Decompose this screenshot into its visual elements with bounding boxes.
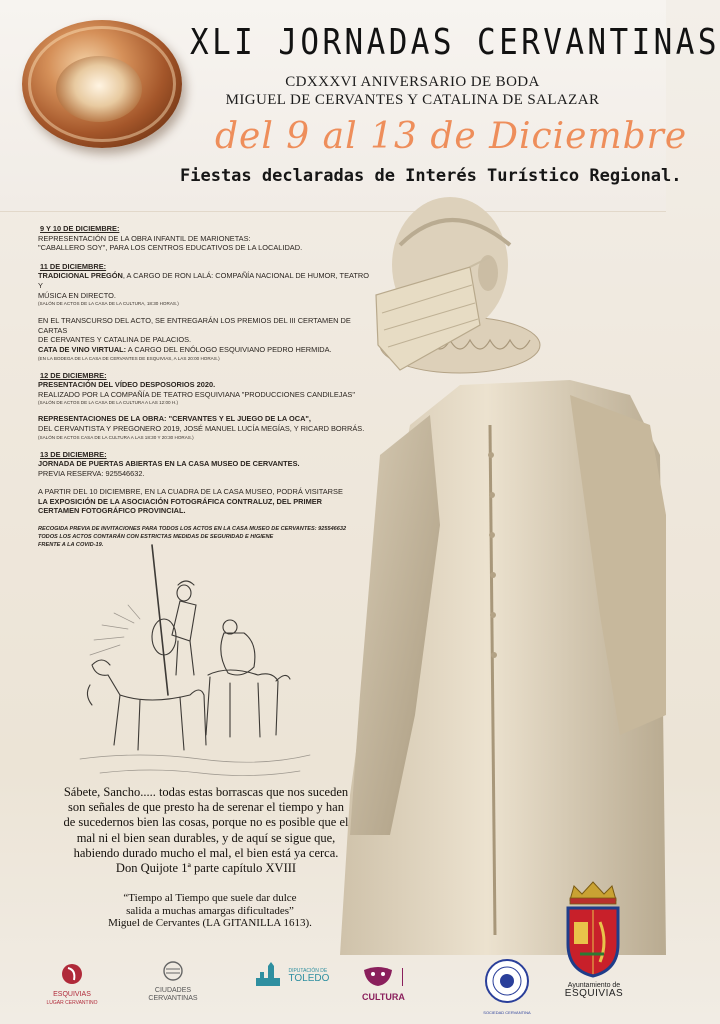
- ayuntamiento-label: [534, 982, 654, 998]
- event-text: CATA DE VINO VIRTUAL: A CARGO DEL ENÓLOGO ESQUIVIANO PEDRO HERMIDA.: [38, 344, 332, 354]
- event-dec-9-10: [38, 224, 370, 253]
- logo-line: TOLEDO: [288, 973, 330, 984]
- notice-text: TODOS LOS ACTOS CONTARÁN CON ESTRICTAS MEDIDAS DE SEGURIDAD E HIGIENE: [38, 534, 274, 541]
- event-dec-11: [38, 262, 370, 362]
- sociedad-cervantina-logo: [480, 958, 534, 1017]
- event-highlight: REPRESENTACIONES DE LA OBRA: "CERVANTES Y EL JUEGO DE LA OCA",: [38, 414, 311, 424]
- ciudades-cervantinas-icon: [160, 960, 186, 982]
- esquivias-coat-of-arms: [560, 878, 626, 978]
- event-program: [38, 224, 370, 558]
- tourist-interest-declaration: Fiestas declaradas de Interés Turístico Regional.: [180, 166, 682, 186]
- divider: [402, 968, 403, 986]
- logo-line: LUGAR CERVANTINO: [46, 1000, 98, 1006]
- anniversary-subtitle: CDXXXVI ANIVERSARIO DE BODA: [285, 74, 540, 90]
- event-text: DEL CERVANTISTA Y PREGONERO 2019, JOSÉ MANUEL LUCÍA MEGÍAS, Y RICARD BORRÁS.: [38, 423, 365, 433]
- event-text: "CABALLERO SOY", PARA LOS CENTROS EDUCATIVOS DE LA LOCALIDAD.: [38, 243, 303, 253]
- event-location: (SALÓN DE ACTOS DE LA CASA DE LA CULTURA A LAS 12:00 H.): [38, 400, 178, 406]
- quote-source: Don Quijote 1ª parte capítulo XVIII: [115, 861, 297, 876]
- toledo-skyline-icon: [254, 960, 284, 990]
- quote-line: habiendo durado mucho el mal, el bien está ya cerca.: [73, 845, 339, 860]
- event-dec-12: [38, 371, 370, 441]
- logo-line: CERVANTINAS: [148, 995, 198, 1002]
- event-date: 11 DE DICIEMBRE:: [40, 261, 107, 271]
- don-quijote-sancho-sketch: [80, 545, 310, 785]
- quote-line: salida a muchas amargas dificultades”: [126, 904, 294, 917]
- couple-subtitle: MIGUEL DE CERVANTES Y CATALINA DE SALAZAR: [225, 92, 600, 108]
- event-highlight: PRESENTACIÓN DEL VÍDEO DESPOSORIOS 2020.: [38, 380, 216, 390]
- ayuntamiento-line2: ESQUIVIAS: [564, 988, 624, 999]
- event-dec-13: [38, 450, 370, 517]
- event-highlight: LA EXPOSICIÓN DE LA ASOCIACIÓN FOTOGRÁFICA CONTRALUZ, DEL PRIMER: [38, 496, 322, 506]
- don-quijote-quote: [26, 785, 386, 876]
- sponsors-footer: [0, 944, 540, 1024]
- event-dates: del 9 al 13 de Diciembre: [215, 116, 688, 157]
- esquivias-lugar-cervantino-logo: [40, 962, 104, 1007]
- quote-source: Miguel de Cervantes (LA GITANILLA 1613).: [108, 917, 312, 930]
- ciudades-cervantinas-logo: [140, 960, 206, 1003]
- event-date: 12 DE DICIEMBRE:: [40, 370, 107, 380]
- event-date: 9 Y 10 DE DICIEMBRE:: [40, 224, 120, 233]
- event-date: 13 DE DICIEMBRE:: [40, 449, 107, 459]
- ayuntamiento-line1: Ayuntamiento de: [567, 982, 621, 989]
- event-text: MÚSICA EN DIRECTO.: [38, 290, 116, 300]
- cultura-mask-icon: [362, 966, 394, 988]
- esquivias-emblem-icon: [60, 962, 84, 986]
- notice-text: FRENTE A LA COVID-19.: [38, 542, 104, 549]
- bowl-inner-reflection: [56, 56, 142, 122]
- quote-line: Sábete, Sancho..... todas estas borrascas que nos suceden: [63, 785, 349, 799]
- quote-line: son señales de que presto ha de serenar el tiempo y han: [68, 800, 344, 815]
- poster-header: [0, 0, 720, 212]
- event-text: A PARTIR DEL 10 DICIEMBRE, EN LA CUADRA DE LA CASA MUSEO, PODRÁ VISITARSE: [38, 487, 343, 497]
- sociedad-cervantina-seal-icon: [484, 958, 530, 1004]
- gitanilla-quote: [60, 892, 360, 930]
- logo-line: ESQUIVIAS: [53, 991, 91, 998]
- quote-line: “Tiempo al Tiempo que suele dar dulce: [123, 892, 297, 904]
- event-location: (SALÓN DE ACTOS DE LA CASA DE LA CULTURA, 18:30 HORAS.): [38, 301, 179, 307]
- event-text: TRADICIONAL PREGÓN, A CARGO DE RON LALÁ: COMPAÑÍA NACIONAL DE HUMOR, TEATRO Y: [38, 271, 369, 290]
- cultura-logo: [362, 966, 452, 1006]
- poster-title: XLI JORNADAS CERVANTINAS: [190, 22, 720, 63]
- event-location: (EN LA BODEGA DE LA CASA DE CERVANTES DE ESQUIVIAS, A LAS 20:00 HORAS.): [38, 355, 220, 361]
- event-text: EN EL TRANSCURSO DEL ACTO, SE ENTREGARÁN LOS PREMIOS DEL III CERTAMEN DE CARTAS: [38, 316, 351, 335]
- logo-line: CIUDADES: [154, 987, 192, 994]
- notice-text: RECOGIDA PREVIA DE INVITACIONES PARA TODOS LOS ACTOS EN LA CASA MUSEO DE CERVANTES: 925546632: [38, 526, 347, 533]
- event-highlight: CATA DE VINO VIRTUAL:: [38, 344, 127, 354]
- event-text: PREVIA RESERVA: 925546632.: [38, 468, 145, 478]
- logo-line: SOCIEDAD CERVANTINA: [483, 1010, 531, 1015]
- event-text: REPRESENTACIÓN DE LA OBRA INFANTIL DE MARIONETAS:: [38, 233, 251, 243]
- diputacion-toledo-logo: [254, 960, 334, 990]
- event-text: DE CERVANTES Y CATALINA DE PALACIOS.: [38, 335, 192, 345]
- event-text: REALIZADO POR LA COMPAÑÍA DE TEATRO ESQUIVIANA "PRODUCCIONES CANDILEJAS": [38, 389, 355, 399]
- event-highlight: CERTAMEN FOTOGRÁFICO PROVINCIAL.: [38, 506, 186, 516]
- logo-line: CULTURA: [362, 991, 405, 1002]
- quote-line: mal ni el bien sean durables, y de aquí se sigue que,: [76, 830, 336, 845]
- event-location: (SALÓN DE ACTOS CASA DE LA CULTURA A LAS 18:30 Y 20:30 HORAS.): [38, 434, 194, 440]
- event-highlight: TRADICIONAL PREGÓN: [38, 271, 123, 281]
- logo-line: DIPUTACIÓN DE: [288, 968, 328, 974]
- quote-line: de sucedernos bien las cosas, porque no es posible que el: [63, 815, 349, 830]
- copper-bowl-image: [22, 20, 182, 148]
- event-highlight: JORNADA DE PUERTAS ABIERTAS EN LA CASA MUSEO DE CERVANTES.: [38, 459, 300, 469]
